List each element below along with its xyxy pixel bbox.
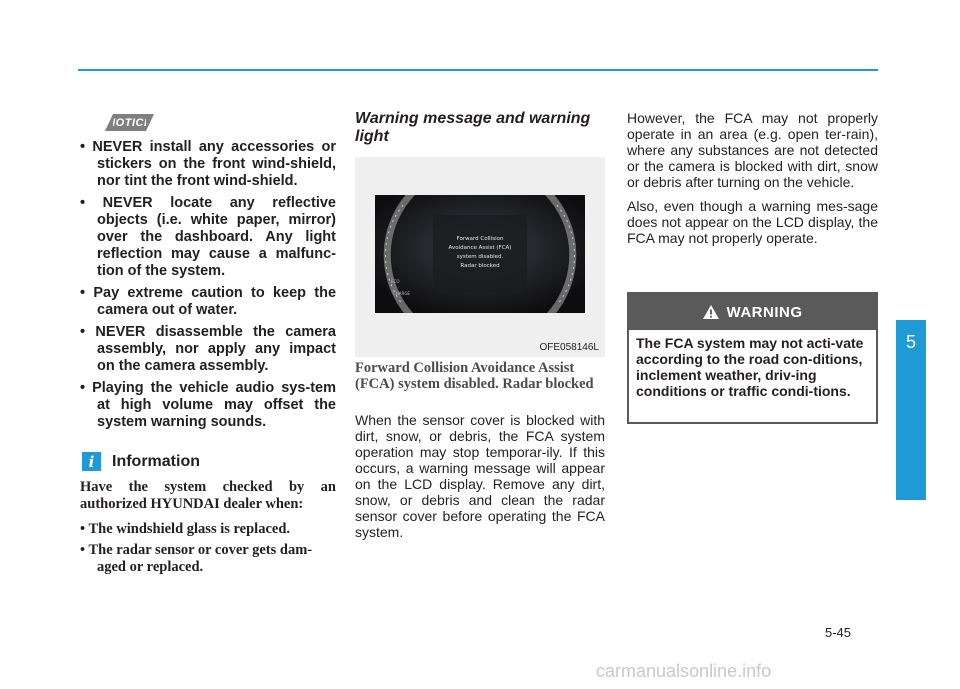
information-list [80, 521, 336, 576]
lcd-line: Radar blocked [460, 263, 500, 269]
lcd-line: system disabled. [456, 254, 504, 260]
figure-code: OFE058146L [539, 342, 599, 353]
notice-item: • NEVER install any accessories or stickers on the front wind-shield, nor tint the front wind-shield. [80, 139, 336, 190]
cluster-graphic [375, 195, 585, 313]
notice-item: • Playing the vehicle audio sys-tem at high volume may offset the system warning sounds. [80, 380, 336, 431]
message-body: When the sensor cover is blocked with dirt, snow, or debris, the FCA system operation may stop temporar-ily. If this occurs, a warning message will appear on the LCD display. Remove any dirt, snow, or debris and clean the radar sensor cover before operating the FCA system. [355, 412, 605, 540]
warning-title: WARNING [726, 303, 803, 321]
figure [355, 157, 605, 357]
warning-box [627, 292, 878, 424]
watermark: carmanualsonline.info [596, 661, 772, 681]
chapter-number: 5 [896, 320, 926, 364]
charge-label: CHARGE [393, 291, 410, 296]
lcd-display-image [375, 195, 585, 313]
warning-header [629, 294, 876, 330]
warning-triangle-icon [703, 305, 719, 319]
notice-list [80, 139, 336, 436]
information-intro: Have the system checked by an authorized HYUNDAI dealer when: [80, 479, 336, 512]
information-header [82, 452, 200, 471]
message-title: Forward Collision Avoidance Assist (FCA) system disabled. Radar blocked [355, 360, 594, 392]
information-title: Information [112, 452, 200, 470]
information-item: • The radar sensor or cover gets dam-aged or replaced. [80, 542, 336, 576]
page-number: 5-45 [825, 625, 852, 640]
warning-body: The FCA system may not acti-vate according to the road con-ditions, inclement weather, driv-ing conditions or traffic condi-tions. [636, 335, 864, 399]
paragraph: Also, even though a warning mes-sage does not appear on the LCD display, the FCA may not properly operate. [627, 198, 878, 246]
notice-item: • Pay extreme caution to keep the camera out of water. [80, 285, 336, 319]
information-body [80, 479, 336, 580]
eco-label: ECO [391, 279, 400, 284]
lcd-line: Forward Collision [456, 236, 504, 242]
notice-item: • NEVER locate any reflective objects (i.e. white paper, mirror) over the dashboard. Any light reflection may cause a malfunc-tion of the system. [80, 195, 336, 280]
notice-badge: NOTICE [113, 114, 146, 131]
top-rule [78, 69, 878, 71]
section-heading: Warning message and warning light [355, 110, 591, 145]
information-item: • The windshield glass is replaced. [80, 521, 336, 538]
notice-item: • NEVER disassemble the camera assembly, nor apply any impact on the camera assembly. [80, 324, 336, 375]
chapter-title: Driving your vehicle [898, 386, 913, 500]
lcd-line: Avoidance Assist (FCA) [448, 245, 512, 251]
paragraph: However, the FCA may not properly operate in an area (e.g. open ter-rain), where any substances are not detected or the camera is blocked with dirt, snow or debris after turning on the vehicle. [627, 110, 878, 190]
column-3-text [627, 110, 878, 254]
info-icon: i [82, 452, 101, 471]
